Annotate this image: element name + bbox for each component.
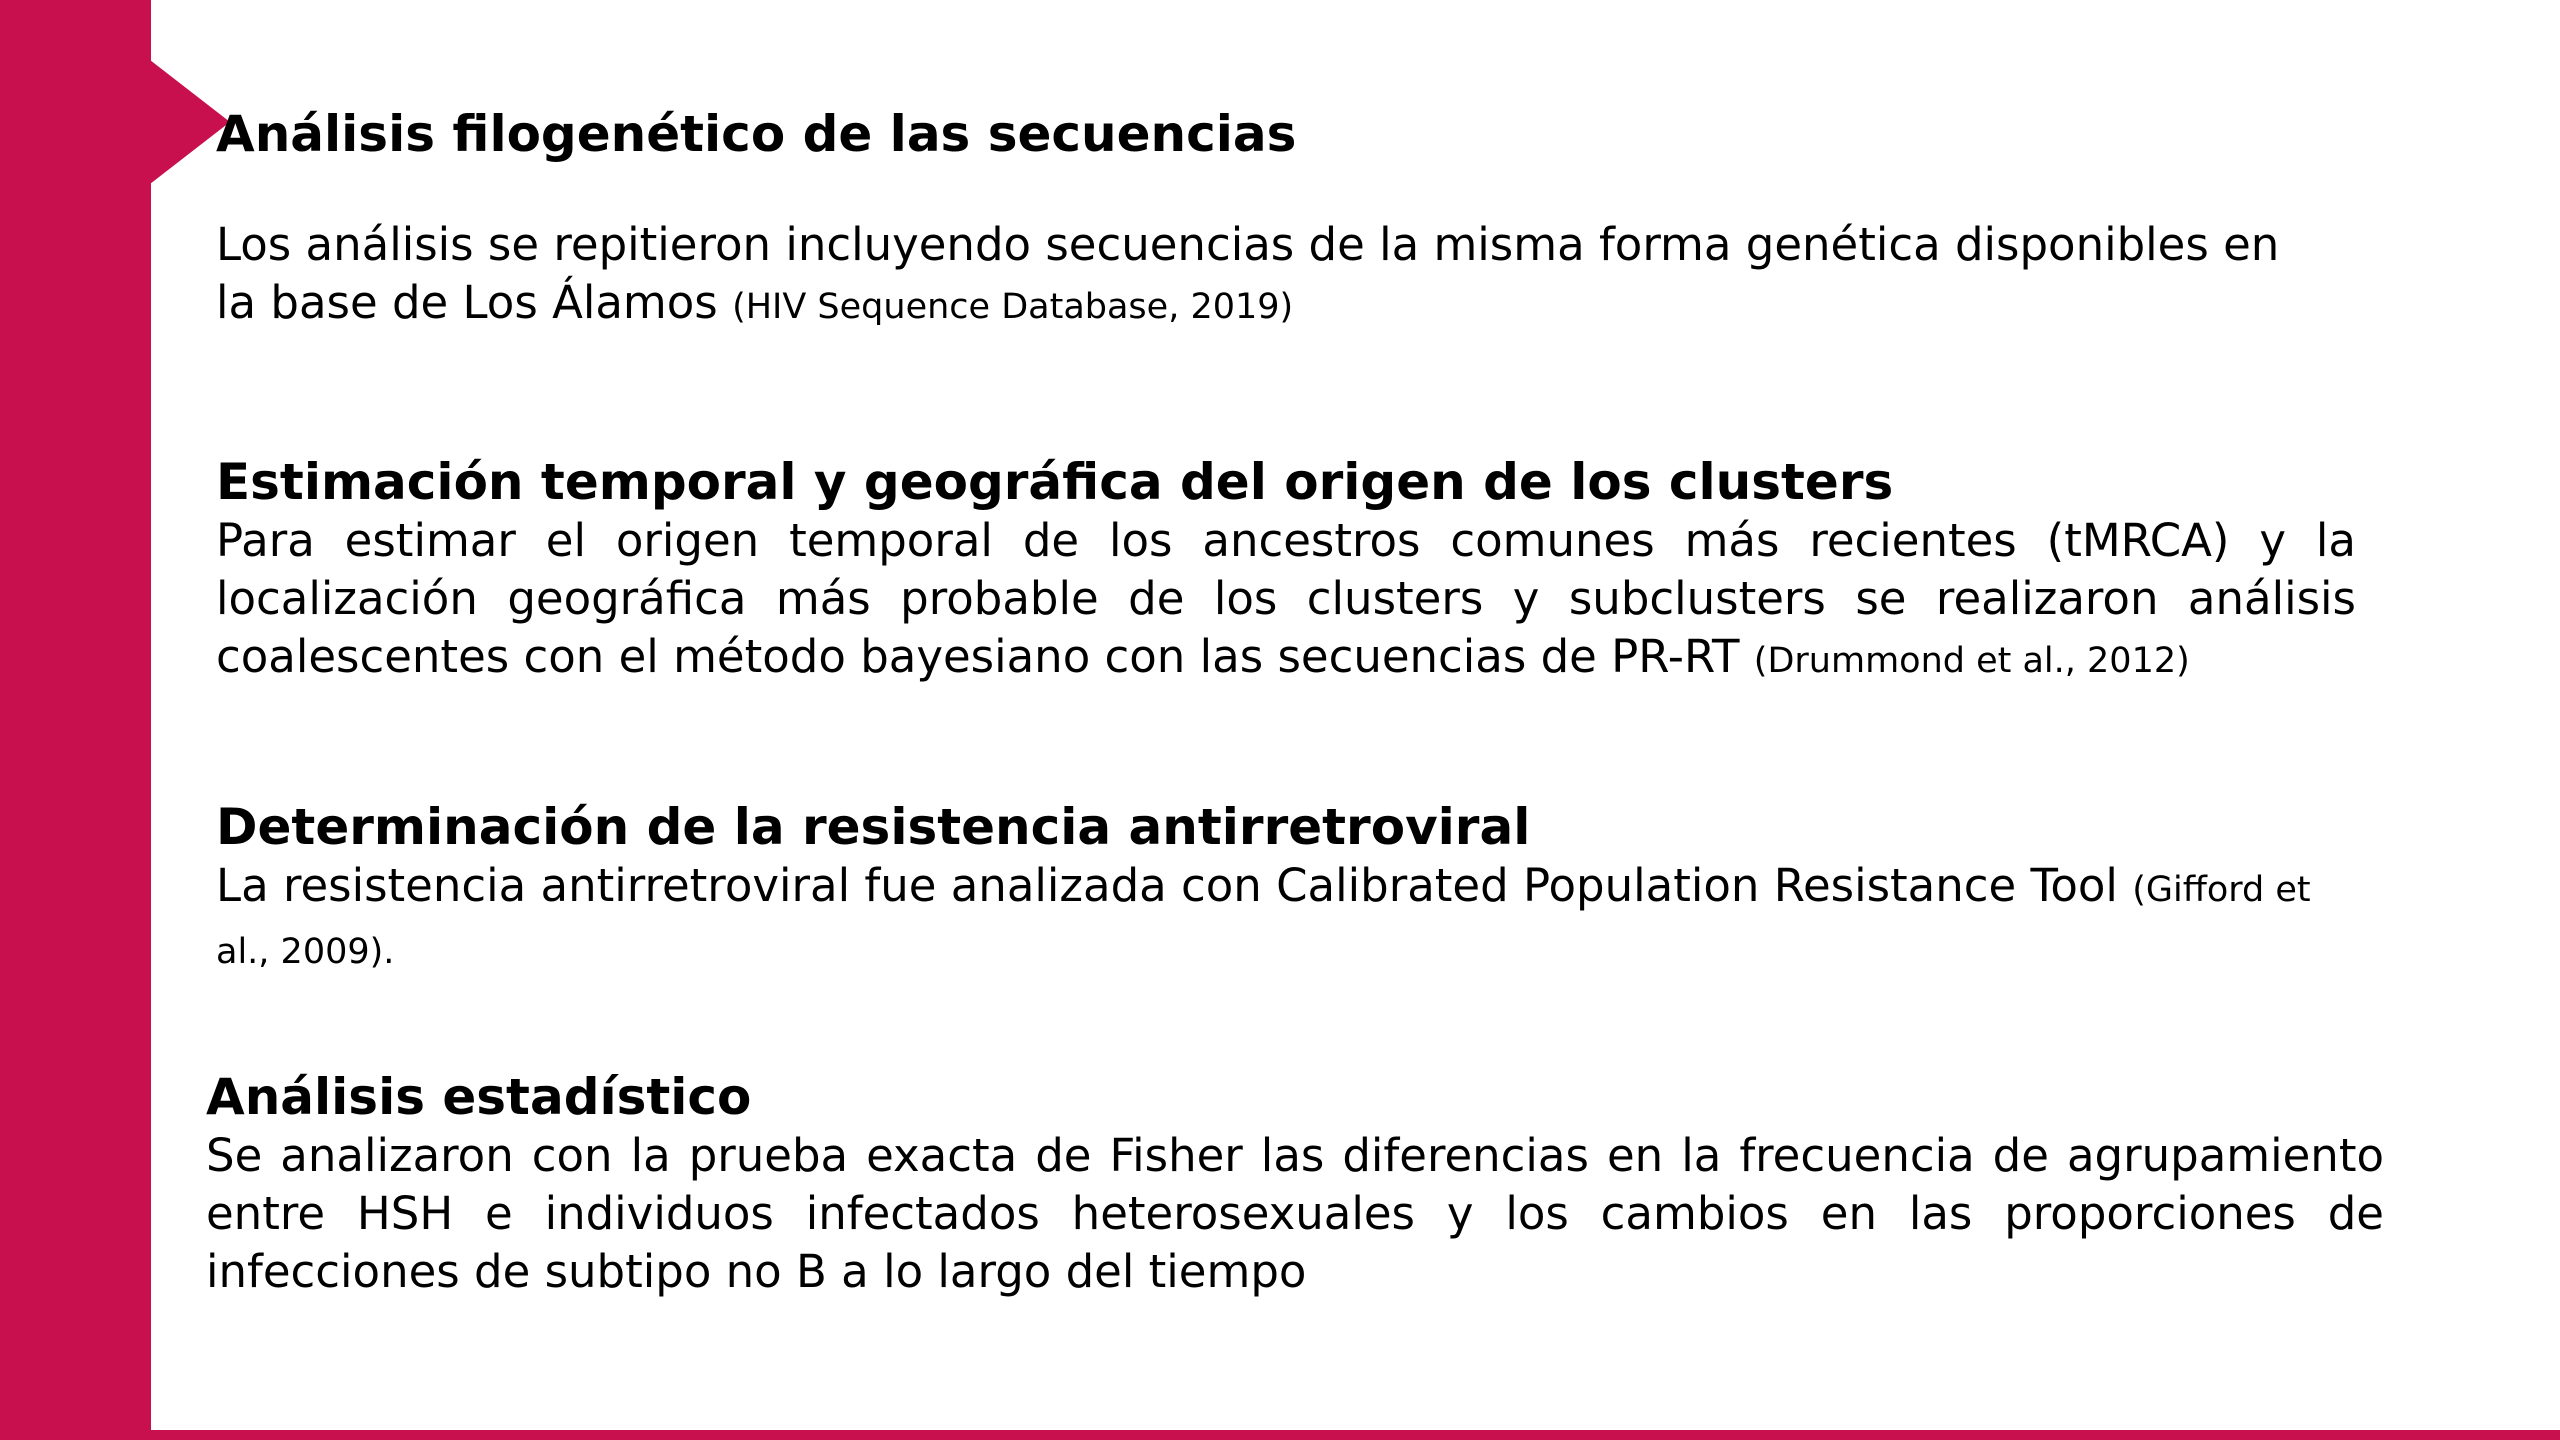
section-heading: Determinación de la resistencia antirretroviral (216, 798, 1531, 856)
section-body (216, 857, 2346, 981)
section-temporal-geographic-estimation (216, 452, 2356, 690)
body-text: Para estimar el origen temporal de los ancestros comunes más recientes (tMRCA) y la localización geográfica más probable de los clusters y subclusters se realizaron análisis coalescentes con el método bayesiano con las secuencias de PR-RT (216, 514, 2356, 683)
body-text: Los análisis se repitieron incluyendo secuencias de la misma forma genética disponibles en la base de Los Álamos (216, 218, 2280, 329)
citation: (Drummond et al., 2012) (1753, 641, 2190, 681)
citation: (HIV Sequence Database, 2019) (732, 287, 1294, 327)
section-body (216, 216, 2316, 336)
section-heading: Análisis filogenético de las secuencias (216, 105, 1297, 163)
body-text: Se analizaron con la prueba exacta de Fisher las diferencias en la frecuencia de agrupamiento entre HSH e individuos infectados heterosexuales y los cambios en las proporciones de infecciones de subtipo no B a lo largo del tiempo (206, 1129, 2384, 1298)
section-body (206, 1127, 2384, 1301)
section-heading: Estimación temporal y geográfica del origen de los clusters (216, 453, 1894, 511)
bottom-accent-bar (0, 1430, 2560, 1440)
section-statistical-analysis (206, 1067, 2384, 1301)
citation: (Gifford et al., 2009). (216, 870, 2311, 972)
section-heading: Análisis estadístico (206, 1068, 752, 1126)
left-accent-bar (0, 0, 151, 1440)
body-text: La resistencia antirretroviral fue analizada con Calibrated Population Resistance Tool (216, 859, 2118, 912)
section-body (216, 512, 2356, 690)
section-antiretroviral-resistance (216, 797, 2346, 981)
section-phylogenetic-analysis (216, 104, 2316, 336)
